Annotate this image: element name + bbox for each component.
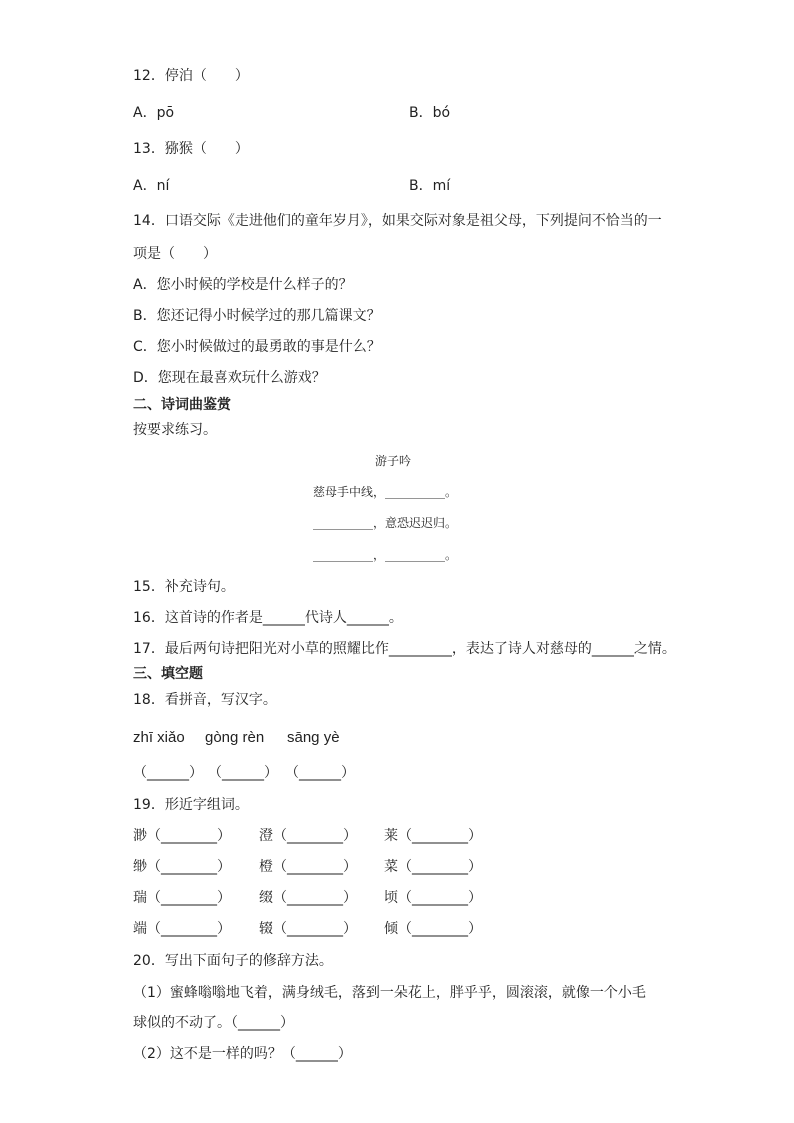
q18-blank-2[interactable]: （______） — [208, 765, 278, 781]
q19-cell[interactable]: 缈（________） — [133, 859, 231, 875]
q14-option-c[interactable]: C．您小时候做过的最勇敢的事是什么？ — [133, 339, 381, 355]
q14-option-b[interactable]: B．您还记得小时候学过的那几篇课文？ — [133, 308, 381, 324]
q13-option-a[interactable]: A．ní — [133, 178, 170, 194]
q18-blank-1[interactable]: （______） — [133, 765, 203, 781]
poem-line1: 慈母手中线，__________。 — [313, 485, 458, 499]
section3-heading: 三、填空题 — [133, 666, 203, 682]
poem-line3: __________，__________。 — [313, 548, 458, 562]
q19-cell[interactable]: 倾（________） — [384, 921, 482, 937]
q16-stem: 16．这首诗的作者是______代诗人______。 — [133, 610, 403, 626]
q19-cell[interactable]: 菜（________） — [384, 859, 482, 875]
q14-stem-line1: 14．口语交际《走进他们的童年岁月》，如果交际对象是祖父母，下列提问不恰当的一 — [133, 213, 662, 229]
q19-cell[interactable]: 莱（________） — [384, 828, 482, 844]
q14-option-d[interactable]: D．您现在最喜欢玩什么游戏？ — [133, 370, 326, 386]
q20-item2[interactable]: （2）这不是一样的吗？（______） — [133, 1046, 352, 1062]
q13-option-b[interactable]: B．mí — [409, 178, 451, 194]
q19-stem: 19．形近字组词。 — [133, 797, 249, 813]
section2-instruction: 按要求练习。 — [133, 422, 217, 438]
q18-blank-3[interactable]: （______） — [285, 765, 355, 781]
q17-stem: 17．最后两句诗把阳光对小草的照耀比作_________，表达了诗人对慈母的______之情。 — [133, 641, 676, 657]
q20-item1-line2[interactable]: 球似的不动了。（______） — [133, 1015, 294, 1031]
q18-pinyin-3: sāng yè — [287, 729, 340, 746]
q14-stem-line2: 项是（ ） — [133, 246, 217, 262]
q18-pinyin-2: gòng rèn — [205, 729, 265, 746]
q19-cell[interactable]: 橙（________） — [259, 859, 357, 875]
q15-stem: 15．补充诗句。 — [133, 579, 235, 595]
q19-cell[interactable]: 缀（________） — [259, 890, 357, 906]
q20-item1-line1: （1）蜜蜂嗡嗡地飞着，满身绒毛，落到一朵花上，胖乎乎，圆滚滚，就像一个小毛 — [133, 985, 646, 1001]
q19-cell[interactable]: 瑞（________） — [133, 890, 231, 906]
section2-heading: 二、诗词曲鉴赏 — [133, 397, 231, 413]
q19-cell[interactable]: 端（________） — [133, 921, 231, 937]
q18-pinyin-1: zhī xiǎo — [133, 729, 185, 746]
q12-stem: 12．停泊（ ） — [133, 68, 249, 84]
q12-option-a[interactable]: A．pō — [133, 105, 175, 121]
q19-cell[interactable]: 辍（________） — [259, 921, 357, 937]
q13-stem: 13．猕猴（ ） — [133, 141, 249, 157]
q20-stem: 20．写出下面句子的修辞方法。 — [133, 953, 333, 969]
q19-cell[interactable]: 澄（________） — [259, 828, 357, 844]
q14-option-a[interactable]: A．您小时候的学校是什么样子的？ — [133, 277, 353, 293]
q19-cell[interactable]: 渺（________） — [133, 828, 231, 844]
poem-line2: __________，意恐迟迟归。 — [313, 516, 458, 530]
poem-title: 游子吟 — [375, 454, 412, 468]
q19-cell[interactable]: 顷（________） — [384, 890, 482, 906]
q18-stem: 18．看拼音，写汉字。 — [133, 692, 277, 708]
q12-option-b[interactable]: B．bó — [409, 105, 451, 121]
